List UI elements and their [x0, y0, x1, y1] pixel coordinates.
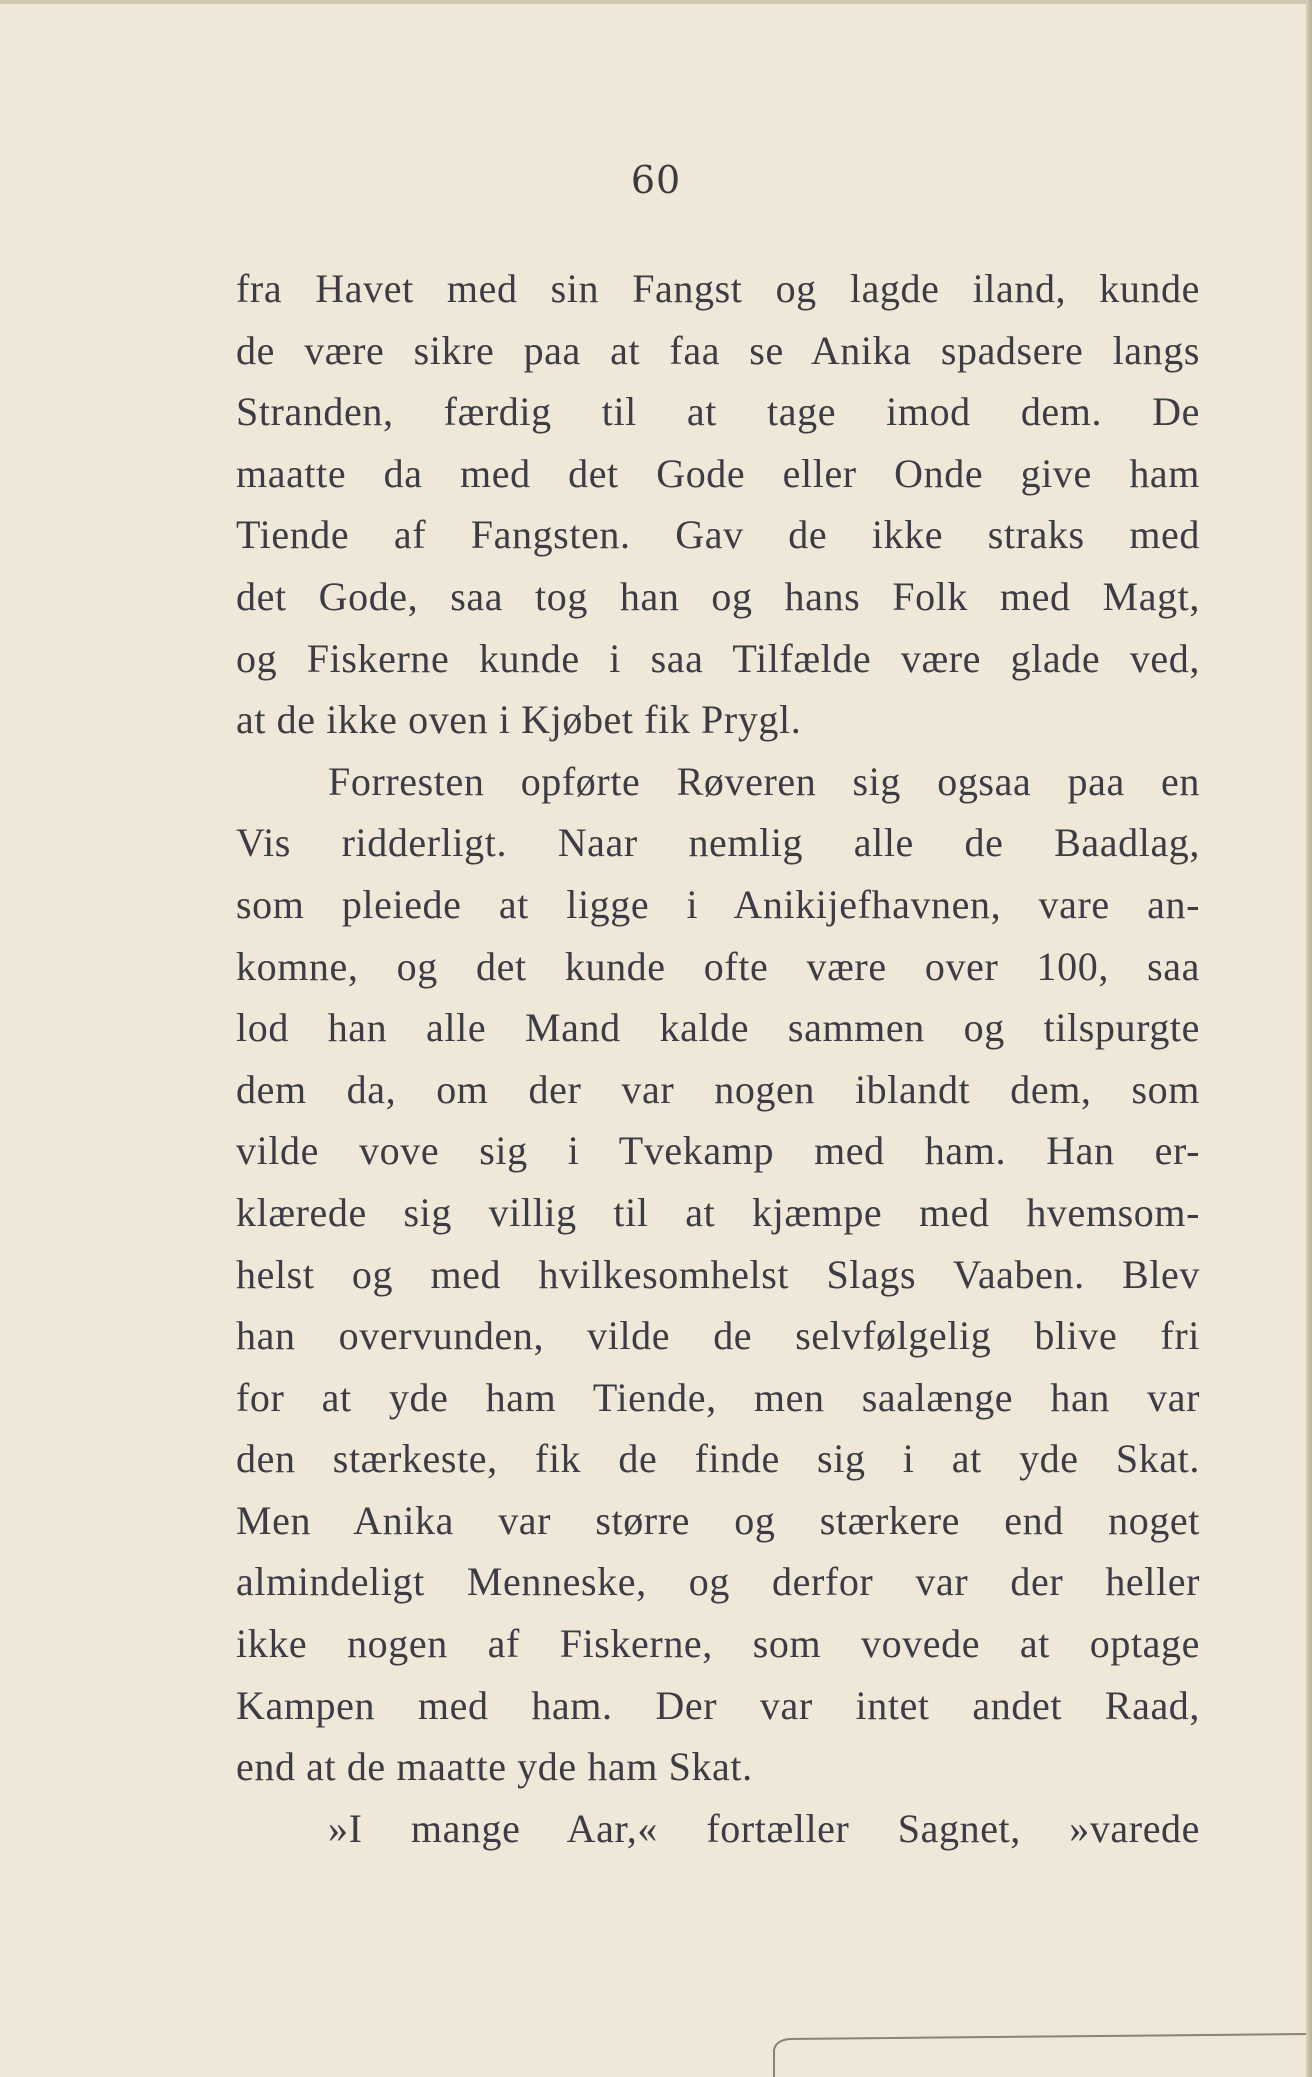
text-line: for at yde ham Tiende, men saalænge han var: [236, 1374, 1200, 1420]
text-line: lod han alle Mand kalde sammen og tilspurgte: [236, 1005, 1200, 1051]
text-line: helst og med hvilkesomhelst Slags Vaaben. Blev: [236, 1251, 1200, 1297]
text-line: at de ikke oven i Kjøbet fik Prygl.: [236, 697, 802, 743]
text-line: han overvunden, vilde de selvfølgelig blive fri: [236, 1313, 1200, 1359]
body-text: [236, 258, 1200, 1859]
text-line: og Fiskerne kunde i saa Tilfælde være glade ved,: [236, 635, 1200, 681]
text-line: end at de maatte yde ham Skat.: [236, 1744, 753, 1790]
page-bottom-mark: [766, 2030, 1306, 2077]
text-line: Forresten opførte Røveren sig ogsaa paa en: [328, 758, 1200, 804]
text-line: komne, og det kunde ofte være over 100, saa: [236, 943, 1200, 989]
text-line: vilde vove sig i Tvekamp med ham. Han er-: [236, 1128, 1200, 1174]
text-line: maatte da med det Gode eller Onde give ham: [236, 450, 1200, 496]
text-line: som pleiede at ligge i Anikijefhavnen, vare an-: [236, 881, 1200, 927]
text-line: almindeligt Menneske, og derfor var der heller: [236, 1559, 1200, 1605]
text-line: Men Anika var større og stærkere end noget: [236, 1497, 1200, 1543]
text-line: »I mange Aar,« fortæller Sagnet, »varede: [328, 1805, 1200, 1851]
text-line: Vis ridderligt. Naar nemlig alle de Baadlag,: [236, 820, 1200, 866]
text-line: det Gode, saa tog han og hans Folk med Magt,: [236, 573, 1200, 619]
text-line: de være sikre paa at faa se Anika spadsere langs: [236, 327, 1200, 373]
page-right-edge: [1306, 0, 1312, 2077]
text-line: dem da, om der var nogen iblandt dem, som: [236, 1066, 1200, 1112]
text-line: Kampen med ham. Der var intet andet Raad,: [236, 1682, 1200, 1728]
text-line: ikke nogen af Fiskerne, som vovede at optage: [236, 1621, 1200, 1667]
text-line: Tiende af Fangsten. Gav de ikke straks med: [236, 512, 1200, 558]
text-line: den stærkeste, fik de finde sig i at yde Skat.: [236, 1436, 1200, 1482]
page-top-edge: [0, 0, 1312, 4]
text-line: Stranden, færdig til at tage imod dem. De: [236, 389, 1200, 435]
text-line: fra Havet med sin Fangst og lagde iland, kunde: [236, 266, 1200, 311]
text-line: klærede sig villig til at kjæmpe med hvemsom-: [236, 1189, 1200, 1235]
page-number: 60: [630, 158, 682, 202]
